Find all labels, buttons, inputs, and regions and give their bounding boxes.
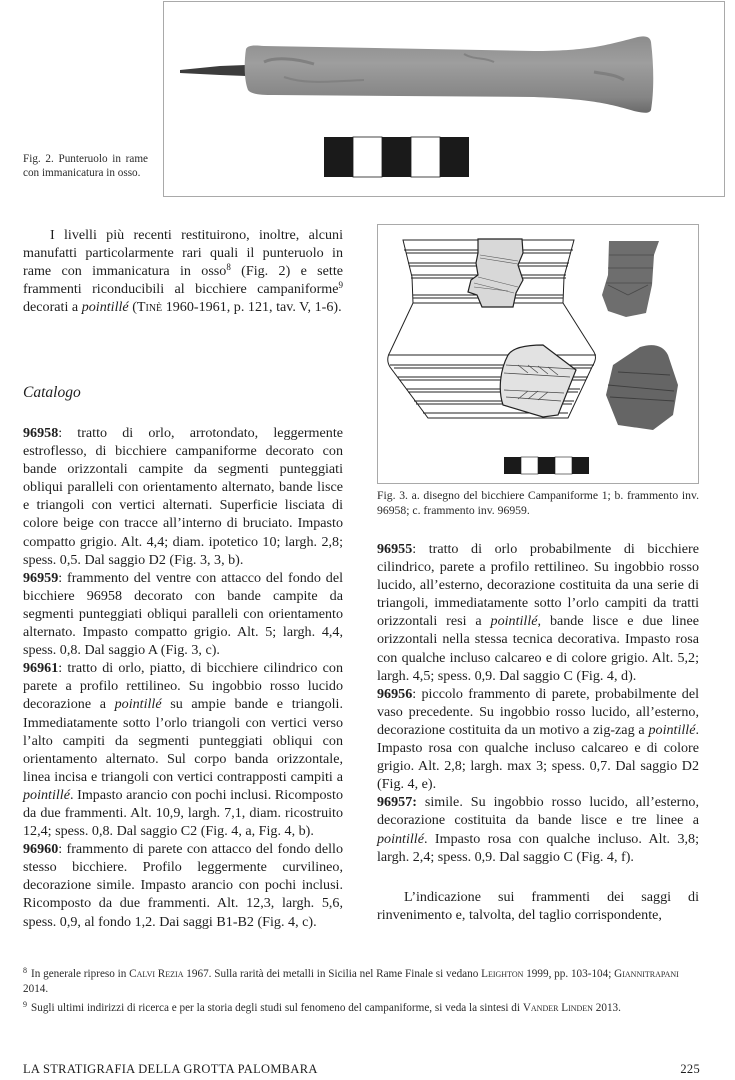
catalog-entry: 96959: frammento del ventre con attacco del fondo del bicchiere 96958 decorato con bande campite da segmenti punteggiati obliqui paralleli con orientamento alternato. Impasto compatto grigio. Alt. 5; largh. 4,4, spess. 0,8. Dal saggio A (Fig. 3, c).	[23, 569, 343, 659]
beaker-drawing-and-fragments	[378, 225, 697, 482]
catalog-entry: 96957: simile. Su ingobbio rosso lucido, all’esterno, decorazione costituita da bande lisce e tre linee a pointillé. Impasto rosa con qualche incluso. Alt. 3,8; largh. 2,4; spess. 0,9. Dal saggio C (Fig. 4, f).	[377, 794, 699, 865]
catalog-entry: 96956: piccolo frammento di parete, probabilmente del vaso precedente. Su ingobbio rosso lucido, all’esterno, decorazione costituita da un motivo a zig-zag a pointillé. Impasto rosa con qualche incluso calcareo e di colore grigio. Alt. 2,8; largh. max 3; spess. 0,7. Dal saggio D2 (Fig. 4, e).	[377, 685, 699, 793]
catalog-entry: 96958: tratto di orlo, arrotondato, leggermente estroflesso, di bicchiere campaniforme decorato con bande orizzontali campite da segmenti punteggiati obliqui paralleli con orientamento alternato, bande lisce e triangoli con vertici alternati. Superficie lisciata di colore beige con tracce all’interno di bruciato. Impasto compatto grigio. Alt. 4,4; diam. ipotetico 10; largh. 2,8; spess. 0,5. Dal saggio D2 (Fig. 3, 3, b).	[23, 425, 343, 568]
inventory-number: 96955	[377, 541, 413, 557]
inventory-number: 96959	[23, 569, 59, 586]
catalog-right-column	[377, 540, 699, 924]
closing-paragraph: L’indicazione sui frammenti dei saggi di rinvenimento e, talvolta, del taglio corrispondente,	[377, 888, 699, 923]
figure-2-caption: Fig. 2. Punteruolo in rame con immanicatura in osso.	[23, 153, 148, 179]
page-number: 225	[680, 1062, 700, 1076]
inventory-number: 96958	[23, 425, 59, 441]
inventory-number: 96957:	[377, 794, 417, 811]
scale-bar	[504, 457, 589, 474]
figure-3-frame	[377, 224, 699, 484]
figure-2-frame	[163, 1, 725, 197]
figure-3-caption: Fig. 3. a. disegno del bicchiere Campaniforme 1; b. frammento inv. 96958; c. frammento inv. 96959.	[377, 489, 699, 517]
inventory-number: 96961	[23, 660, 59, 677]
footnotes	[23, 963, 703, 1016]
footnote-8: $^8$ In generale ripreso in Calvi Rezia 1967. Sulla rarità dei metalli in Sicilia nel Rame Finale si vedano Leighton 1999, pp. 103-104; Giannitrapani 2014.	[23, 966, 679, 995]
footnote-ref-9[interactable]: 9	[338, 280, 343, 291]
footnote-9: $^9$ Sugli ultimi indirizzi di ricerca e per la storia degli studi sul fenomeno del campaniforme, si veda la sintesi di Vander Linden 2013.	[23, 1000, 621, 1014]
running-footer	[23, 1062, 700, 1077]
inventory-number: 96960	[23, 841, 59, 858]
awl-photo	[164, 2, 723, 195]
catalog-entry: 96960: frammento di parete con attacco del fondo dello stesso bicchiere. Profilo leggermente curvilineo, decorazione simile. Impasto arancio con pochi inclusi. Ricomposto da due frammenti. Alt. 12,3, largh. 5,6, spess. 0,9, al fondo 1,2. Dai saggi B1-B2 (Fig. 4, c).	[23, 841, 343, 930]
section-heading-catalogo: Catalogo	[23, 384, 81, 401]
running-title: LA STRATIGRAFIA DELLA GROTTA PALOMBARA	[23, 1062, 318, 1076]
inventory-number: 96956	[377, 685, 413, 702]
catalog-entry: 96961: tratto di orlo, piatto, di bicchiere cilindrico con parete a profilo rettilineo. Su ingobbio rosso lucido decorazione a pointillé su ampie bande e triangoli. Immediatamente sotto l’orlo triangoli con vertici verso l’alto campiti da segmenti punteggiati obliqui con orientamento alternato. Sul corpo banda orizzontale, linea incisa e triangoli con vertici contrapposti campiti a pointillé. Impasto arancio con pochi inclusi. Ricomposto da due frammenti. Alt. 10,9, largh. 7,1, diam. ricostruito 12,4; spess. 0,8. Dal saggio C2 (Fig. 4, a, Fig. 4, b).	[23, 660, 343, 840]
footnote-ref-8[interactable]: 8	[226, 262, 231, 273]
scale-bar	[324, 137, 469, 177]
catalog-entry: 96955: tratto di orlo probabilmente di bicchiere cilindrico, parete a profilo rettilineo. Su ingobbio rosso lucido, all’esterno, decorazione costituita da una serie di triangoli, immediatamente sotto l’orlo campiti da tratti orizzontali resi a pointillé, bande lisce e due linee orizzontali nella stessa tecnica decorativa. Impasto rosa con qualche incluso calcareo e di colore grigio. Alt. 5,2; largh. 4,5; spess. 0,9. Dal saggio C (Fig. 4, d).	[377, 541, 699, 684]
citation-author: Tinè	[136, 299, 163, 316]
catalog-left-column	[23, 424, 343, 931]
intro-paragraph: I livelli più recenti restituirono, inoltre, alcuni manufatti particolarmente rari quali il punteruolo in rame con immanicatura in osso$^8$ (Fig. 2) e sette frammenti riconducibili al bicchiere campaniforme$^9$ decorati a pointillé (Tinè 1960-1961, p. 121, tav. V, 1-6).	[23, 227, 343, 316]
